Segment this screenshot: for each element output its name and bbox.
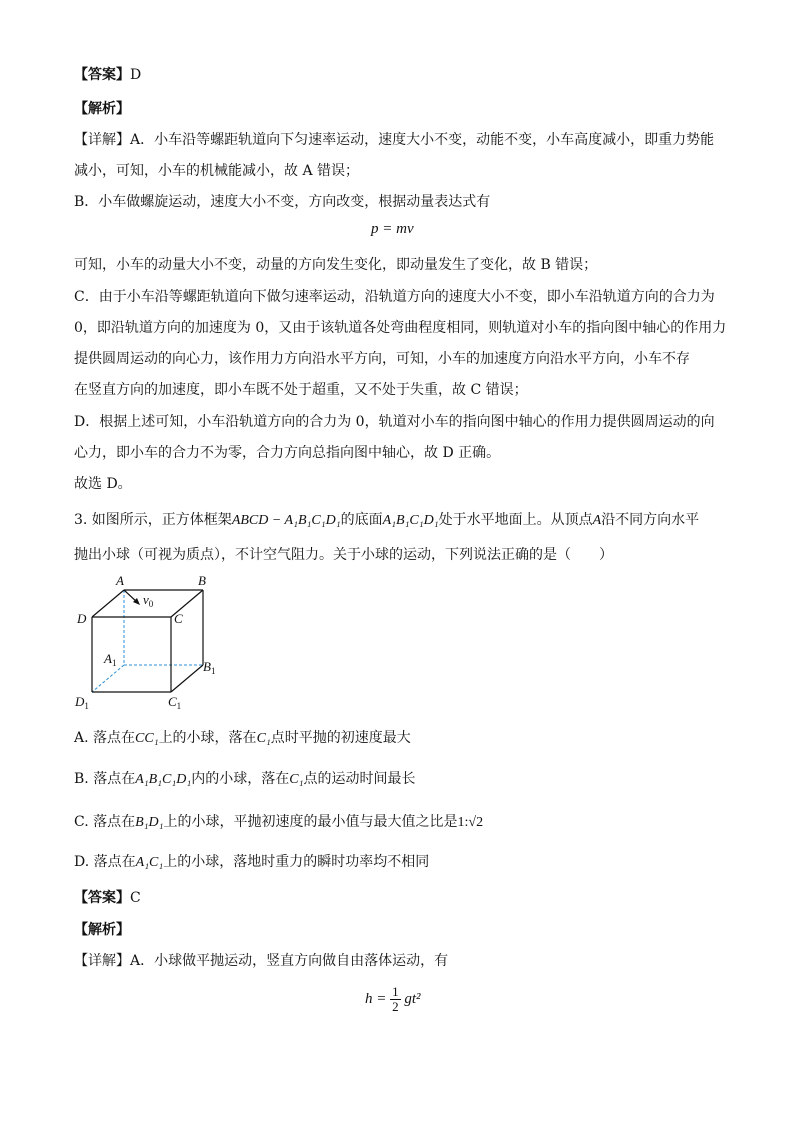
analysis-heading-2: 【解析】 xyxy=(74,922,130,938)
label-C: C xyxy=(174,611,183,626)
answer-value: D xyxy=(130,67,142,83)
vertex-name: A xyxy=(592,513,602,528)
momentum-formula: p = mv xyxy=(371,221,414,237)
answer-line xyxy=(74,65,141,85)
label-B: B xyxy=(198,573,206,588)
label-B1: $B_1$ xyxy=(203,659,216,676)
edge-AD xyxy=(92,590,124,617)
answer-label: 【答案】 xyxy=(74,67,130,83)
label-v0: $v_0$ xyxy=(143,592,154,609)
explanation-q3-a-line1: 【详解】A．小球做平抛运动，竖直方向做自由落体运动，有 xyxy=(74,953,449,969)
choose-line: 故选 D。 xyxy=(74,476,132,492)
explanation-c-line4: 在竖直方向的加速度，即小车既不处于超重，又不处于失重，故 C 错误； xyxy=(74,382,528,398)
edge-C1B1 xyxy=(171,665,203,692)
explanation-c-line1: C．由于小车沿等螺距轨道向下做匀速率运动，沿轨道方向的速度大小不变，即小车沿轨道方向的合力为 xyxy=(74,289,715,305)
explanation-b-line2: 可知，小车的动量大小不变，动量的方向发生变化，即动量发生了变化，故 B 错误； xyxy=(74,257,598,273)
cube-figure xyxy=(70,572,230,712)
question-3-line1: 3. 如图所示，正方体框架ABCD − A₁B₁C₁D₁的底面A₁B₁C₁D₁处于水平地面上。从顶点A沿不同方向水平 xyxy=(74,512,700,528)
base-face-name: A₁B₁C₁D₁ xyxy=(382,513,439,528)
option-D: D. 落点在A₁C₁上的小球，落地时重力的瞬时功率均不相同 xyxy=(74,854,430,870)
label-C1: $C_1$ xyxy=(168,694,182,711)
question-3-line2: 抛出小球（可视为质点），不计空气阻力。关于小球的运动，下列说法正确的是（ ） xyxy=(74,547,613,563)
explanation-d-line1: D．根据上述可知，小车沿轨道方向的合力为 0，轨道对小车的指向图中轴心的作用力提供圆周运动的向 xyxy=(74,414,715,430)
explanation-d-line2: 心力，即小车的合力不为零，合力方向总指向图中轴心，故 D 正确。 xyxy=(74,445,501,461)
option-B: B. 落点在A₁B₁C₁D₁内的小球，落在C₁点的运动时间最长 xyxy=(74,771,416,787)
analysis-heading: 【解析】 xyxy=(74,101,130,117)
explanation-a-line1: 【详解】A．小车沿等螺距轨道向下匀速率运动，速度大小不变，动能不变，小车高度减小，即重力势能 xyxy=(74,132,715,148)
free-fall-formula: h = $\frac{1}{2}$ gt² xyxy=(365,984,421,1014)
explanation-c-line2: 0，即沿轨道方向的加速度为 0，又由于该轨道各处弯曲程度相同，则轨道对小车的指向图中轴心的作用力 xyxy=(74,320,727,336)
explanation-a-line2: 减小，可知，小车的机械能减小，故 A 错误； xyxy=(74,163,360,179)
option-A: A. 落点在CC₁上的小球，落在C₁点时平抛的初速度最大 xyxy=(74,730,411,746)
explanation-c-line3: 提供圆周运动的向心力，该作用力方向沿水平方向，可知，小车的加速度方向沿水平方向，小车不存 xyxy=(74,351,690,367)
option-C: C. 落点在B₁D₁上的小球，平抛初速度的最小值与最大值之比是1:√2 xyxy=(74,814,484,830)
explanation-b-line1: B．小车做螺旋运动，速度大小不变，方向改变，根据动量表达式有 xyxy=(74,194,491,210)
label-D1: $D_1$ xyxy=(75,694,89,711)
label-A1: $A_1$ xyxy=(104,651,117,668)
label-A: A xyxy=(116,573,124,588)
cube-frame-name: ABCD − A₁B₁C₁D₁ xyxy=(231,513,341,528)
edge-A1D1 xyxy=(92,665,124,692)
label-D: D xyxy=(77,611,87,626)
answer-line-2: 【答案】C xyxy=(74,890,141,906)
